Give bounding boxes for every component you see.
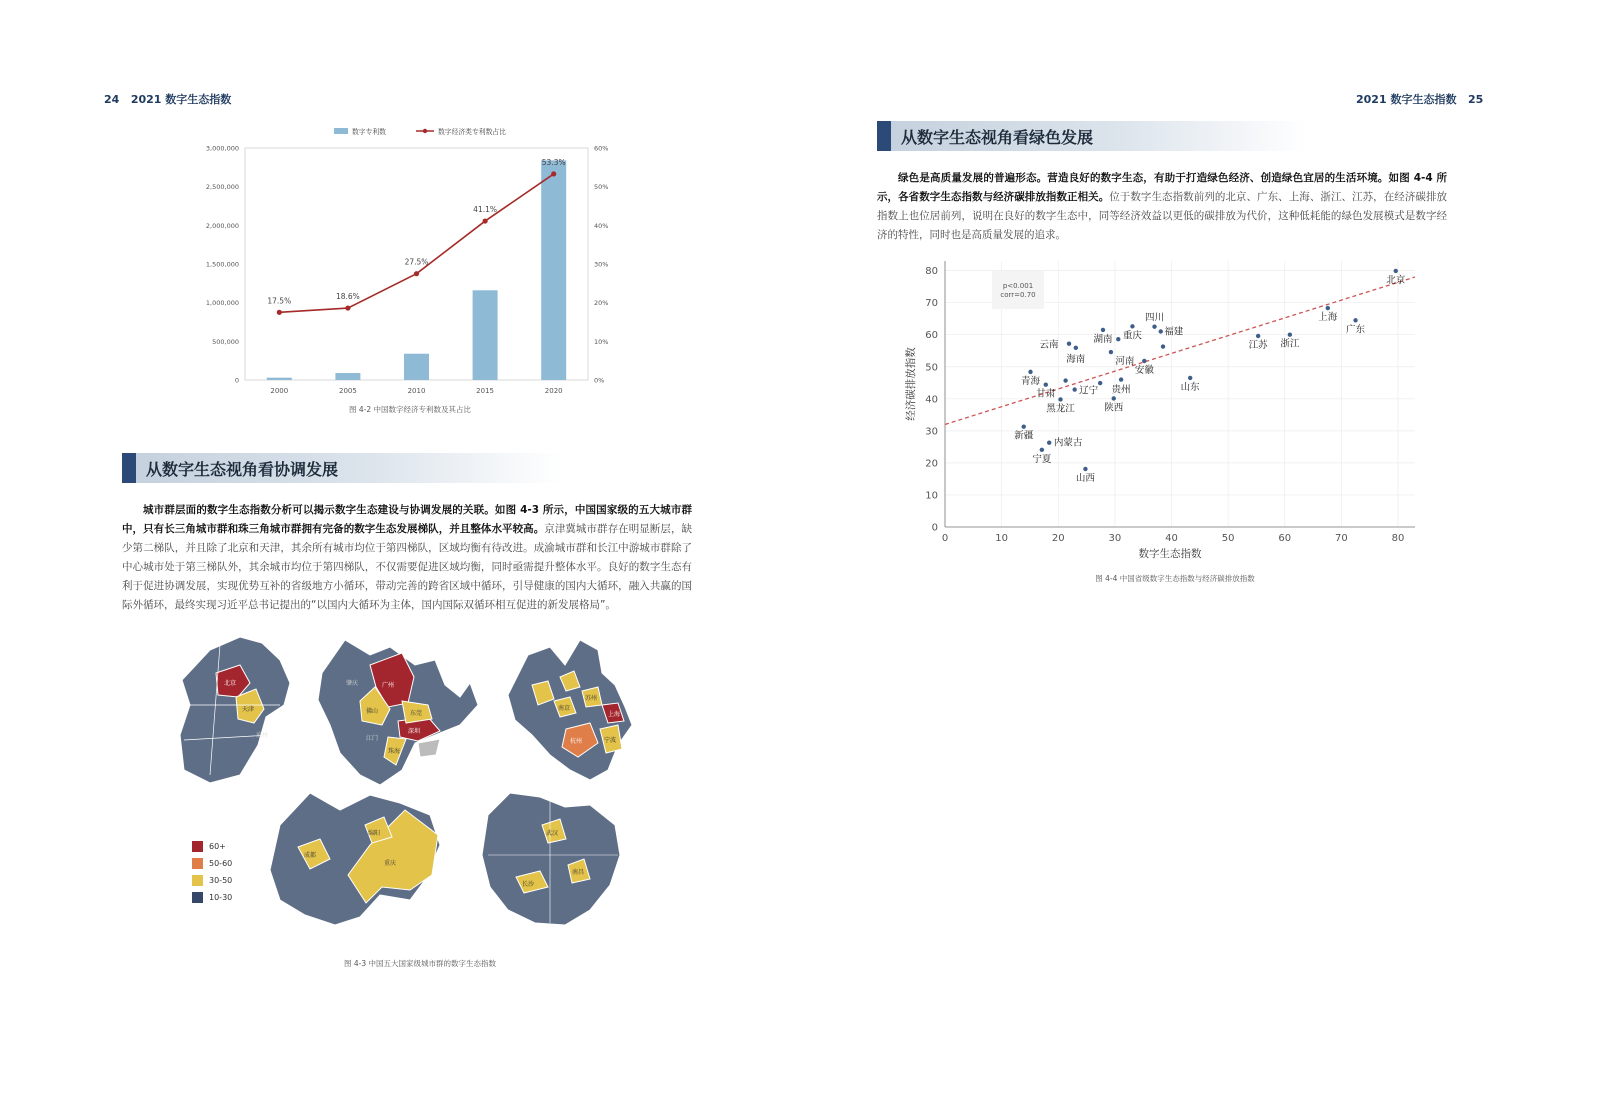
scatter-point [1098,381,1102,385]
y-tick-label: 30 [925,426,938,438]
point-label: 山西 [1075,472,1095,484]
y2-tick-label: 60% [594,144,609,153]
legend-label: 60+ [209,842,226,851]
map-region [482,793,620,925]
point-label: 重庆 [1122,330,1142,342]
scatter-point [1256,334,1260,338]
scatter-point [1040,448,1044,452]
scatter-point [1028,370,1032,374]
x-tick-label: 20 [1051,533,1065,544]
section-title-text: 从数字生态视角看绿色发展 [891,121,1307,151]
scatter-point [1161,344,1165,348]
point-label: 四川 [1145,312,1165,324]
point-label: 宁夏 [1032,453,1052,465]
point-label: 山东 [1180,381,1200,393]
map-label: 宁波 [604,737,617,744]
point-label: 内蒙古 [1053,437,1083,449]
point-label: 新疆 [1014,430,1034,442]
x-tick-label: 40 [1165,533,1178,544]
map-region-other [418,739,440,757]
patent-combo-chart [190,118,630,413]
y-tick-label: 0 [234,376,239,385]
y-tick-label: 50 [925,362,938,374]
city-cluster-maps [170,625,650,945]
y-tick-label: 60 [925,330,938,342]
scatter-point [1394,269,1398,273]
map-label: 北京 [224,680,237,687]
y-tick-label: 0 [931,522,938,534]
scatter-point [1074,346,1078,350]
point-label: 河南 [1115,356,1135,368]
left-running-title: 2021 数字生态指数 [130,93,232,106]
map-label: 成都 [304,852,317,859]
right-running-title: 2021 数字生态指数 [1356,93,1457,106]
legend-label: 10-30 [209,893,233,902]
bar [473,290,498,380]
point-label: 云南 [1039,339,1059,351]
figure-4-4-caption: 图 4-4 中国省级数字生态指数与经济碳排放指数 [1095,574,1255,583]
coordination-paragraph-bold: 城市群层面的数字生态指数分析可以揭示数字生态建设与协调发展的关联。如图 4-3 所示，中国国家级的五大城市群中，只有长三角城市群和珠三角城市群拥有完备的数字生态发展梯队，并且整体水平较高。 [122,504,692,535]
y-tick-label: 20 [925,458,938,470]
x-tick-label: 0 [941,533,949,544]
scatter-point [1112,396,1116,400]
bar [541,157,566,380]
legend-swatch-30 [192,875,203,886]
y-tick-label: 1,000,000 [205,299,239,308]
point-label: 青海 [1020,375,1041,387]
legend-label: 50-60 [209,859,233,868]
bar [335,373,360,380]
map-label: 佛山 [366,708,379,715]
map-label: 绵阳 [368,830,381,837]
x-tick-label: 2015 [476,387,495,395]
scatter-point [1101,328,1105,332]
figure-4-2-caption: 图 4-2 中国数字经济专利数及其占比 [348,405,472,414]
coordination-paragraph [122,501,692,615]
right-page-number: 25 [1467,93,1484,106]
y2-tick-label: 50% [594,183,609,192]
line-point [483,218,488,223]
map-label: 东莞 [410,710,423,717]
map-middle-yangtze [482,793,620,925]
point-label: 浙江 [1280,338,1300,350]
legend-item [192,889,232,906]
data-label: 41.1% [473,205,498,215]
green-paragraph [877,169,1447,245]
point-label: 安徽 [1134,364,1154,376]
map-legend [192,838,232,906]
data-label: 27.5% [404,257,429,267]
legend-swatch-50 [192,858,203,869]
map-label: 肇庆 [346,680,359,687]
legend-label: 30-50 [209,876,233,885]
stats-pvalue: p<0.001 [1002,282,1034,290]
scatter-point [1188,376,1192,380]
legend-bar-label: 数字专利数 [352,128,386,136]
map-label: 重庆 [384,860,397,867]
map-label: 上海 [608,711,621,718]
legend-swatch-10 [192,892,203,903]
y-tick-label: 80 [925,266,938,278]
y-tick-label: 3,000,000 [205,144,239,153]
legend-item [192,872,232,889]
map-yrd [508,640,632,780]
data-label: 53.3% [541,157,566,167]
legend-line-label: 数字经济类专利数占比 [438,128,506,136]
map-region [180,637,290,783]
bar [404,354,429,380]
y-tick-label: 70 [925,298,938,310]
y2-tick-label: 10% [594,337,609,346]
scatter-point [1022,424,1026,428]
scatter-point [1044,383,1048,387]
scatter-point [1058,397,1062,401]
map-label: 南京 [558,705,571,712]
line-point [551,171,556,176]
y-tick-label: 1,500,000 [205,260,239,269]
scatter-point [1083,467,1087,471]
data-label: 18.6% [335,292,360,302]
x-tick-label: 80 [1391,533,1405,544]
scatter-point [1130,324,1134,328]
x-tick-label: 50 [1221,533,1235,544]
y-tick-label: 40 [925,394,938,406]
point-label: 广东 [1346,324,1366,336]
section-title-bar [122,453,136,483]
y2-tick-label: 30% [594,260,609,269]
scatter-point [1159,329,1163,333]
stats-corr: corr=0.70 [1000,291,1036,299]
y2-tick-label: 20% [594,299,609,308]
line-point [345,305,350,310]
data-label: 17.5% [267,296,292,306]
line-point [277,310,282,315]
point-label: 黑龙江 [1046,403,1075,415]
point-label: 江苏 [1248,339,1268,351]
right-page-header [1356,91,1483,107]
map-label: 天津 [242,706,255,713]
map-label: 武汉 [546,830,559,837]
x-tick-label: 70 [1335,533,1348,544]
map-label: 杭州 [570,738,583,745]
map-chengyu [270,793,440,925]
scatter-point [1152,324,1156,328]
green-paragraph-bold: 绿色是高质量发展的普遍形态。营造良好的数字生态，有助于打造绿色经济、创造绿色宜居的生活环境。如图 4-4 所示，各省数字生态指数与经济碳排放指数正相关。 [877,172,1447,203]
point-label: 甘肃 [1036,388,1056,400]
left-page-number: 24 [104,93,120,106]
share-line [279,174,553,312]
point-label: 上海 [1318,312,1338,324]
legend-item [192,838,232,855]
scatter-point [1142,359,1146,363]
coordination-paragraph-rest: 京津冀城市群存在明显断层，缺少第二梯队，并且除了北京和天津，其余所有城市均位于第四梯队，区域均衡有待改进。成渝城市群和长江中游城市群除了中心城市处于第三梯队外，其余城市均位于第四梯队，不仅需要促进区域均衡，同时亟需提升整体水平。良好的数字生态有利于促进协调发展，实现优势互补的省级地方小循环，带动完善的跨省区域中循环，引导健康的国内大循环，融入共赢的国际外循环，最终实现习近平总书记提出的“以国内大循环为主体，国内国际双循环相互促进的新发展格局”。 [122,523,693,611]
x-tick-label: 2010 [407,387,426,395]
map-label: 南昌 [572,869,585,876]
scatter-point [1326,306,1330,310]
point-label: 海南 [1066,353,1086,365]
map-label: 长沙 [522,881,535,888]
point-label: 湖南 [1093,333,1113,345]
y-tick-label: 2,000,000 [205,221,239,230]
section-title-green [877,121,1307,151]
point-label: 贵州 [1111,384,1131,396]
scatter-point [1353,318,1357,322]
scatter-point [1116,337,1120,341]
map-label: 深圳 [408,728,421,735]
left-page-header [104,91,231,107]
scatter-point [1072,387,1076,391]
scatter-point [1119,377,1123,381]
legend-line-marker [423,129,427,133]
legend-item [192,855,232,872]
x-tick-label: 30 [1108,533,1122,544]
scatter-point [1047,441,1051,445]
point-label: 辽宁 [1079,385,1099,397]
x-tick-label: 2020 [544,387,563,395]
x-tick-label: 10 [995,533,1008,544]
figure-4-3-caption: 图 4-3 中国五大国家级城市群的数字生态指数 [343,959,497,968]
scatter-point [1288,333,1292,337]
y2-tick-label: 0% [594,376,605,385]
point-label: 陕西 [1104,402,1124,414]
legend-swatch-60 [192,841,203,852]
map-label: 江门 [366,735,379,742]
carbon-scatter-chart [900,255,1440,575]
map-prd [318,640,478,785]
line-point [414,271,419,276]
x-tick-label: 2005 [338,387,357,395]
map-label: 沧州 [256,732,269,739]
y-tick-label: 2,500,000 [205,183,239,192]
map-label: 苏州 [585,695,598,702]
point-label: 福建 [1164,326,1184,338]
map-label: 广州 [382,682,395,689]
map-jingjinji [180,637,290,783]
y-axis-title: 经济碳排放指数 [905,347,917,421]
legend-bar-swatch [334,128,348,134]
y-tick-label: 10 [925,490,938,502]
x-tick-label: 60 [1278,533,1292,544]
x-axis-title: 数字生态指数 [1138,548,1202,560]
y-tick-label: 500,000 [212,337,239,346]
scatter-point [1063,378,1067,382]
section-title-coordination [122,453,562,483]
section-title-bar [877,121,891,151]
stats-box [992,271,1044,309]
green-paragraph-rest: 位于数字生态指数前列的北京、广东、上海、浙江、江苏，在经济碳排放指数上也位居前列，说明在良好的数字生态中，同等经济效益以更低的碳排放为代价，这种低耗能的绿色发展模式是数字经济的特性，同时也是高质量发展的追求。 [877,191,1448,241]
bar [267,378,292,380]
map-label: 珠海 [388,748,401,755]
scatter-point [1109,350,1113,354]
section-title-text: 从数字生态视角看协调发展 [136,453,562,483]
x-tick-label: 2000 [270,387,289,395]
point-label: 北京 [1386,274,1406,286]
scatter-point [1067,341,1071,345]
y2-tick-label: 40% [594,221,609,230]
